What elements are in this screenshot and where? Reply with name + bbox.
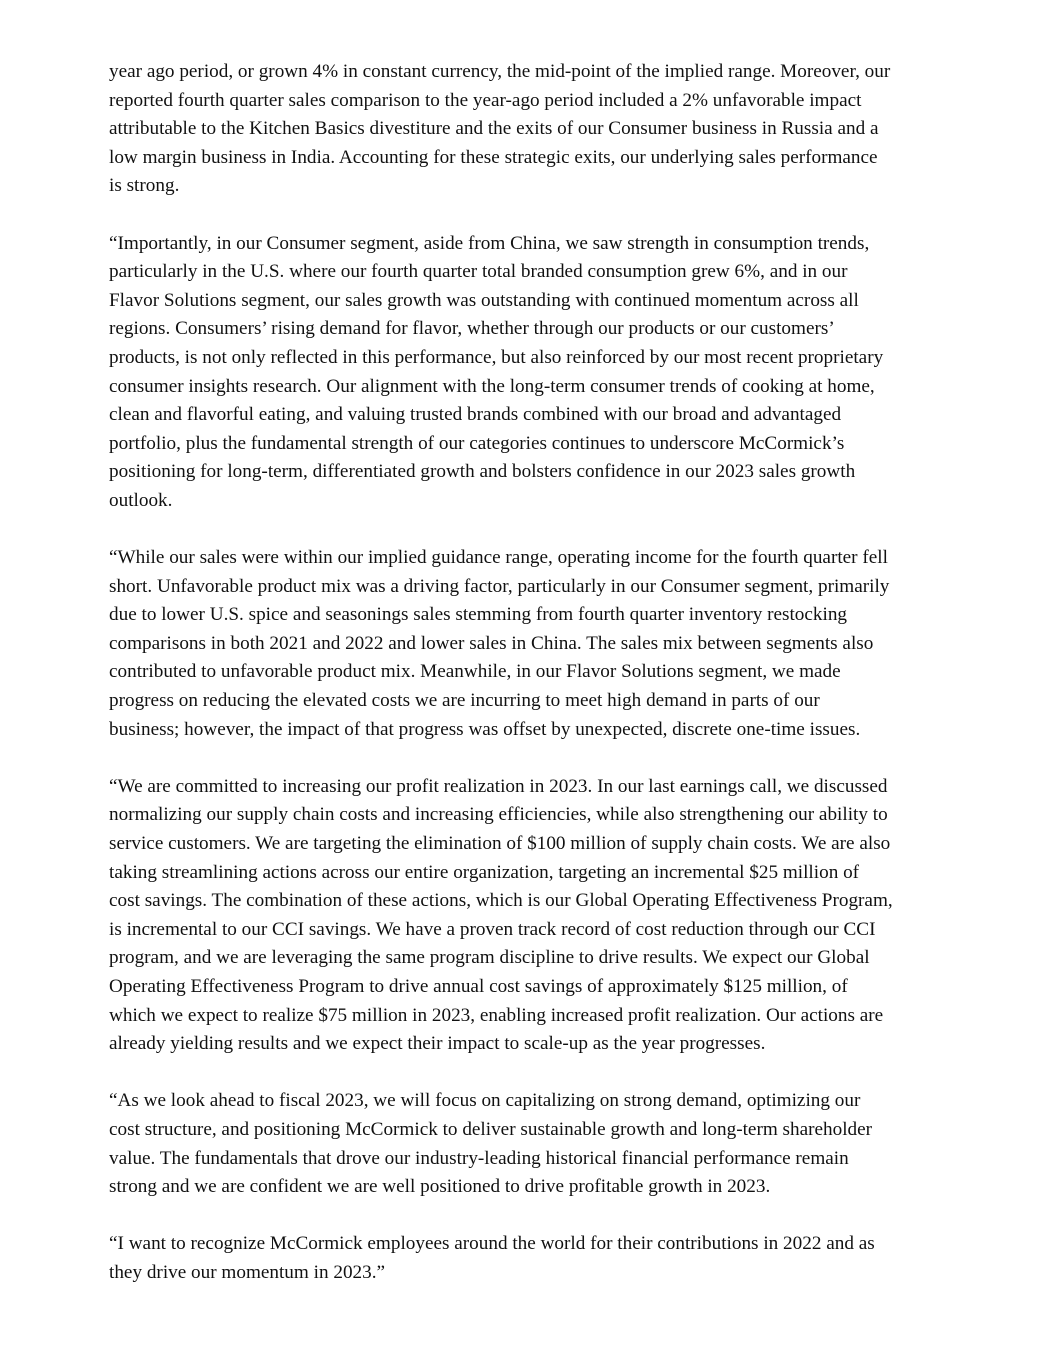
text-line: normalizing our supply chain costs and increasing efficiencies, while also strengthening our ability to bbox=[109, 804, 888, 826]
text-line: is strong. bbox=[109, 175, 180, 197]
text-line: attributable to the Kitchen Basics divestiture and the exits of our Consumer business in Russia and a bbox=[109, 118, 879, 140]
text-line: value. The fundamentals that drove our industry-leading historical financial performance remain bbox=[109, 1147, 849, 1169]
text-line: taking streamlining actions across our entire organization, targeting an incremental $25 million of bbox=[109, 861, 860, 883]
paragraph-consumer-segment bbox=[109, 230, 959, 516]
text-line: “I want to recognize McCormick employees around the world for their contributions in 2022 and as bbox=[109, 1233, 875, 1255]
text-line: outlook. bbox=[109, 489, 173, 511]
text-line: comparisons in both 2021 and 2022 and lower sales in China. The sales mix between segments also bbox=[109, 632, 874, 654]
paragraph-profit-realization bbox=[109, 773, 959, 1059]
text-line: contributed to unfavorable product mix. Meanwhile, in our Flavor Solutions segment, we made bbox=[109, 661, 841, 683]
text-line: business; however, the impact of that progress was offset by unexpected, discrete one-time issues. bbox=[109, 718, 861, 740]
text-line: cost savings. The combination of these actions, which is our Global Operating Effectiveness Program, bbox=[109, 890, 893, 912]
text-line: “As we look ahead to fiscal 2023, we will focus on capitalizing on strong demand, optimizing our bbox=[109, 1090, 861, 1112]
text-line: “Importantly, in our Consumer segment, aside from China, we saw strength in consumption trends, bbox=[109, 232, 870, 254]
text-line: strong and we are confident we are well positioned to drive profitable growth in 2023. bbox=[109, 1176, 771, 1198]
text-line: Flavor Solutions segment, our sales growth was outstanding with continued momentum across all bbox=[109, 289, 859, 311]
paragraph-fiscal-outlook bbox=[109, 1087, 959, 1201]
text-line: consumer insights research. Our alignment with the long-term consumer trends of cooking at home, bbox=[109, 375, 875, 397]
text-line: already yielding results and we expect their impact to scale-up as the year progresses. bbox=[109, 1033, 766, 1055]
text-line: year ago period, or grown 4% in constant currency, the mid-point of the implied range. Moreover, our bbox=[109, 61, 891, 82]
text-line: low margin business in India. Accounting for these strategic exits, our underlying sales performance bbox=[109, 146, 878, 168]
text-line: is incremental to our CCI savings. We have a proven track record of cost reduction through our CCI bbox=[109, 918, 876, 940]
text-line: reported fourth quarter sales comparison to the year-ago period included a 2% unfavorable impact bbox=[109, 89, 862, 111]
text-line: program, and we are leveraging the same program discipline to drive results. We expect our Global bbox=[109, 947, 870, 969]
text-line: short. Unfavorable product mix was a driving factor, particularly in our Consumer segment, primarily bbox=[109, 575, 890, 597]
text-line: they drive our momentum in 2023.” bbox=[109, 1261, 386, 1283]
text-line: products, is not only reflected in this performance, but also reinforced by our most recent proprietary bbox=[109, 346, 884, 368]
paragraph-sales-comparison bbox=[109, 58, 959, 201]
text-line: particularly in the U.S. where our fourth quarter total branded consumption grew 6%, and in our bbox=[109, 261, 848, 283]
text-line: positioning for long-term, differentiated growth and bolsters confidence in our 2023 sales growth bbox=[109, 461, 856, 483]
text-line: due to lower U.S. spice and seasonings sales stemming from fourth quarter inventory restocking bbox=[109, 604, 848, 626]
text-line: portfolio, plus the fundamental strength of our categories continues to underscore McCormick’s bbox=[109, 432, 845, 454]
paragraph-operating-income bbox=[109, 544, 959, 744]
text-line: which we expect to realize $75 million in 2023, enabling increased profit realization. Our actions are bbox=[109, 1004, 884, 1026]
document-body bbox=[109, 58, 959, 1316]
text-line: regions. Consumers’ rising demand for flavor, whether through our products or our customers’ bbox=[109, 318, 835, 340]
text-line: service customers. We are targeting the elimination of $100 million of supply chain costs. We are also bbox=[109, 833, 891, 855]
paragraph-employee-recognition bbox=[109, 1230, 959, 1287]
text-line: progress on reducing the elevated costs we are incurring to meet high demand in parts of our bbox=[109, 690, 820, 712]
text-line: “We are committed to increasing our profit realization in 2023. In our last earnings call, we discussed bbox=[109, 775, 888, 797]
text-line: cost structure, and positioning McCormick to deliver sustainable growth and long-term shareholder bbox=[109, 1118, 873, 1140]
text-line: Operating Effectiveness Program to drive annual cost savings of approximately $125 million, of bbox=[109, 976, 848, 997]
text-line: clean and flavorful eating, and valuing trusted brands combined with our broad and advantaged bbox=[109, 404, 842, 426]
text-line: “While our sales were within our implied guidance range, operating income for the fourth quarter fell bbox=[109, 547, 888, 569]
